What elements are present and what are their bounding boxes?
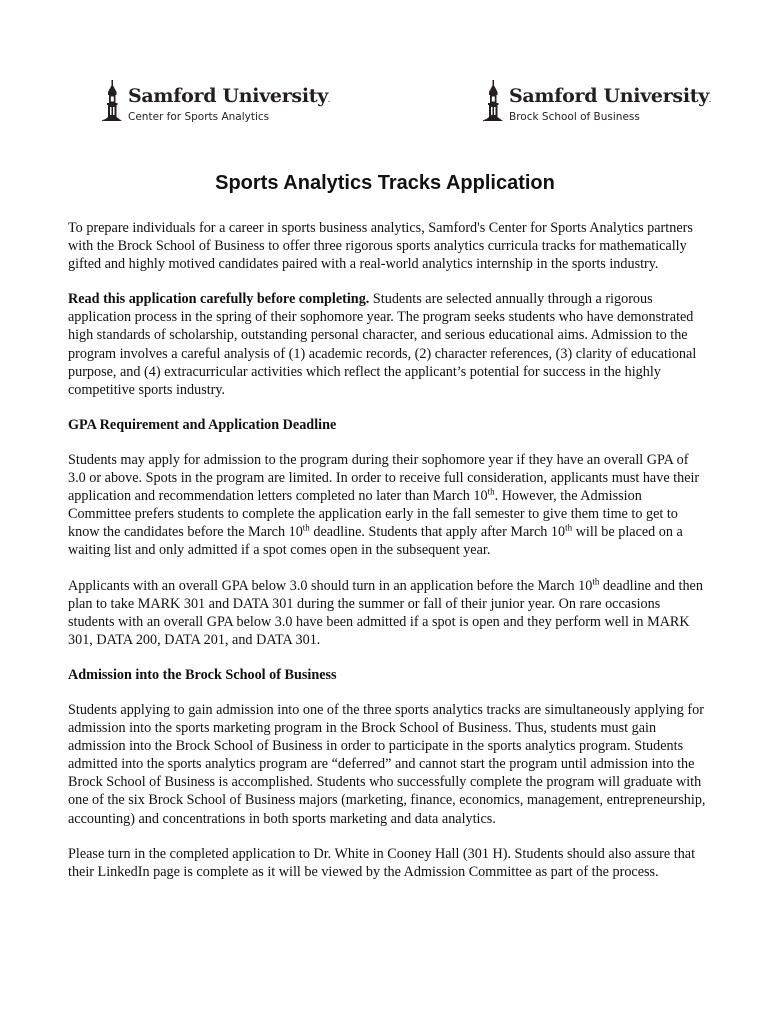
university-name: Samford University. [128,85,331,107]
admission-paragraph-2: Please turn in the completed application to Dr. White in Cooney Hall (301 H). Students should also assure that their LinkedIn page is complete as it will be viewed by the Admission Committee as part of the process. [68,845,696,880]
admission-section-heading: Admission into the Brock School of Business [68,666,337,683]
gpa-section-heading: GPA Requirement and Application Deadline [68,416,337,433]
read-carefully-lead: Read this application carefully before completing. [68,291,370,308]
admission-paragraph-1: Students applying to gain admission into one of the three sports analytics tracks are simultaneously applying for admission into the sports marketing program in the Brock School of Business. Thus, students must gain admission into the Brock School of Business in order to participate in the sports analytics program. Students admitted into the sports analytics program are “deferred” and cannot start the program until admission into the Brock School of Business is accomplished. Students who successfully complete the program will graduate with one of the six Brock School of Business majors (marketing, finance, economics, management, entrepreneurship, accounting) and concentrations in both sports marketing and data analytics. [68,701,706,827]
gpa-paragraph-2: Applicants with an overall GPA below 3.0 should turn in an application before the March 10th deadline and then plan to take MARK 301 and DATA 301 during the summer or fall of their junior year. On rare occasions students with an overall GPA below 3.0 have been admitted if a spot is open and they perform well in MARK 301, DATA 200, DATA 201, and DATA 301. [68,575,703,648]
samford-tower-icon [482,80,506,122]
page-title: Sports Analytics Tracks Application [215,172,555,194]
gpa-paragraph-1: Students may apply for admission to the program during their sophomore year if they have an overall GPA of 3.0 or above. Spots in the program are limited. In order to receive full consideration, applicants must have their application and recommendation letters completed no later than March 10th. However, the Admission Committee prefers students to complete the application early in the fall semester to give them time to get to know the candidates before the March 10th deadline. Students that apply after March 10th will be placed on a waiting list and only admitted if a spot comes open in the subsequent year. [68,451,700,559]
logo-subtitle: Brock School of Business [509,111,640,123]
read-carefully-body: Students are selected annually through a rigorous application process in the spring of their sophomore year. The program seeks students who have demonstrated high standards of scholarship, outstanding personal character, and serious educational aims. Admission to the program involves a careful analysis of (1) academic records, (2) character references, (3) clarity of educational purpose, and (4) extracurricular activities which reflect the applicant’s potential for success in the highly competitive sports industry. [68,291,697,398]
samford-tower-icon [101,80,125,122]
read-carefully-paragraph [68,290,708,399]
brock-school-logo [482,80,711,124]
university-name: Samford University. [509,85,712,107]
logo-subtitle: Center for Sports Analytics [128,111,270,123]
intro-paragraph: To prepare individuals for a career in sports business analytics, Samford's Center for Sports Analytics partners with the Brock School of Business to offer three rigorous sports analytics curricula tracks for mathematically gifted and highly motived candidates paired with a real-world analytics internship in the sports industry. [68,220,693,273]
center-sports-analytics-logo [101,80,330,124]
document-body [68,219,708,898]
